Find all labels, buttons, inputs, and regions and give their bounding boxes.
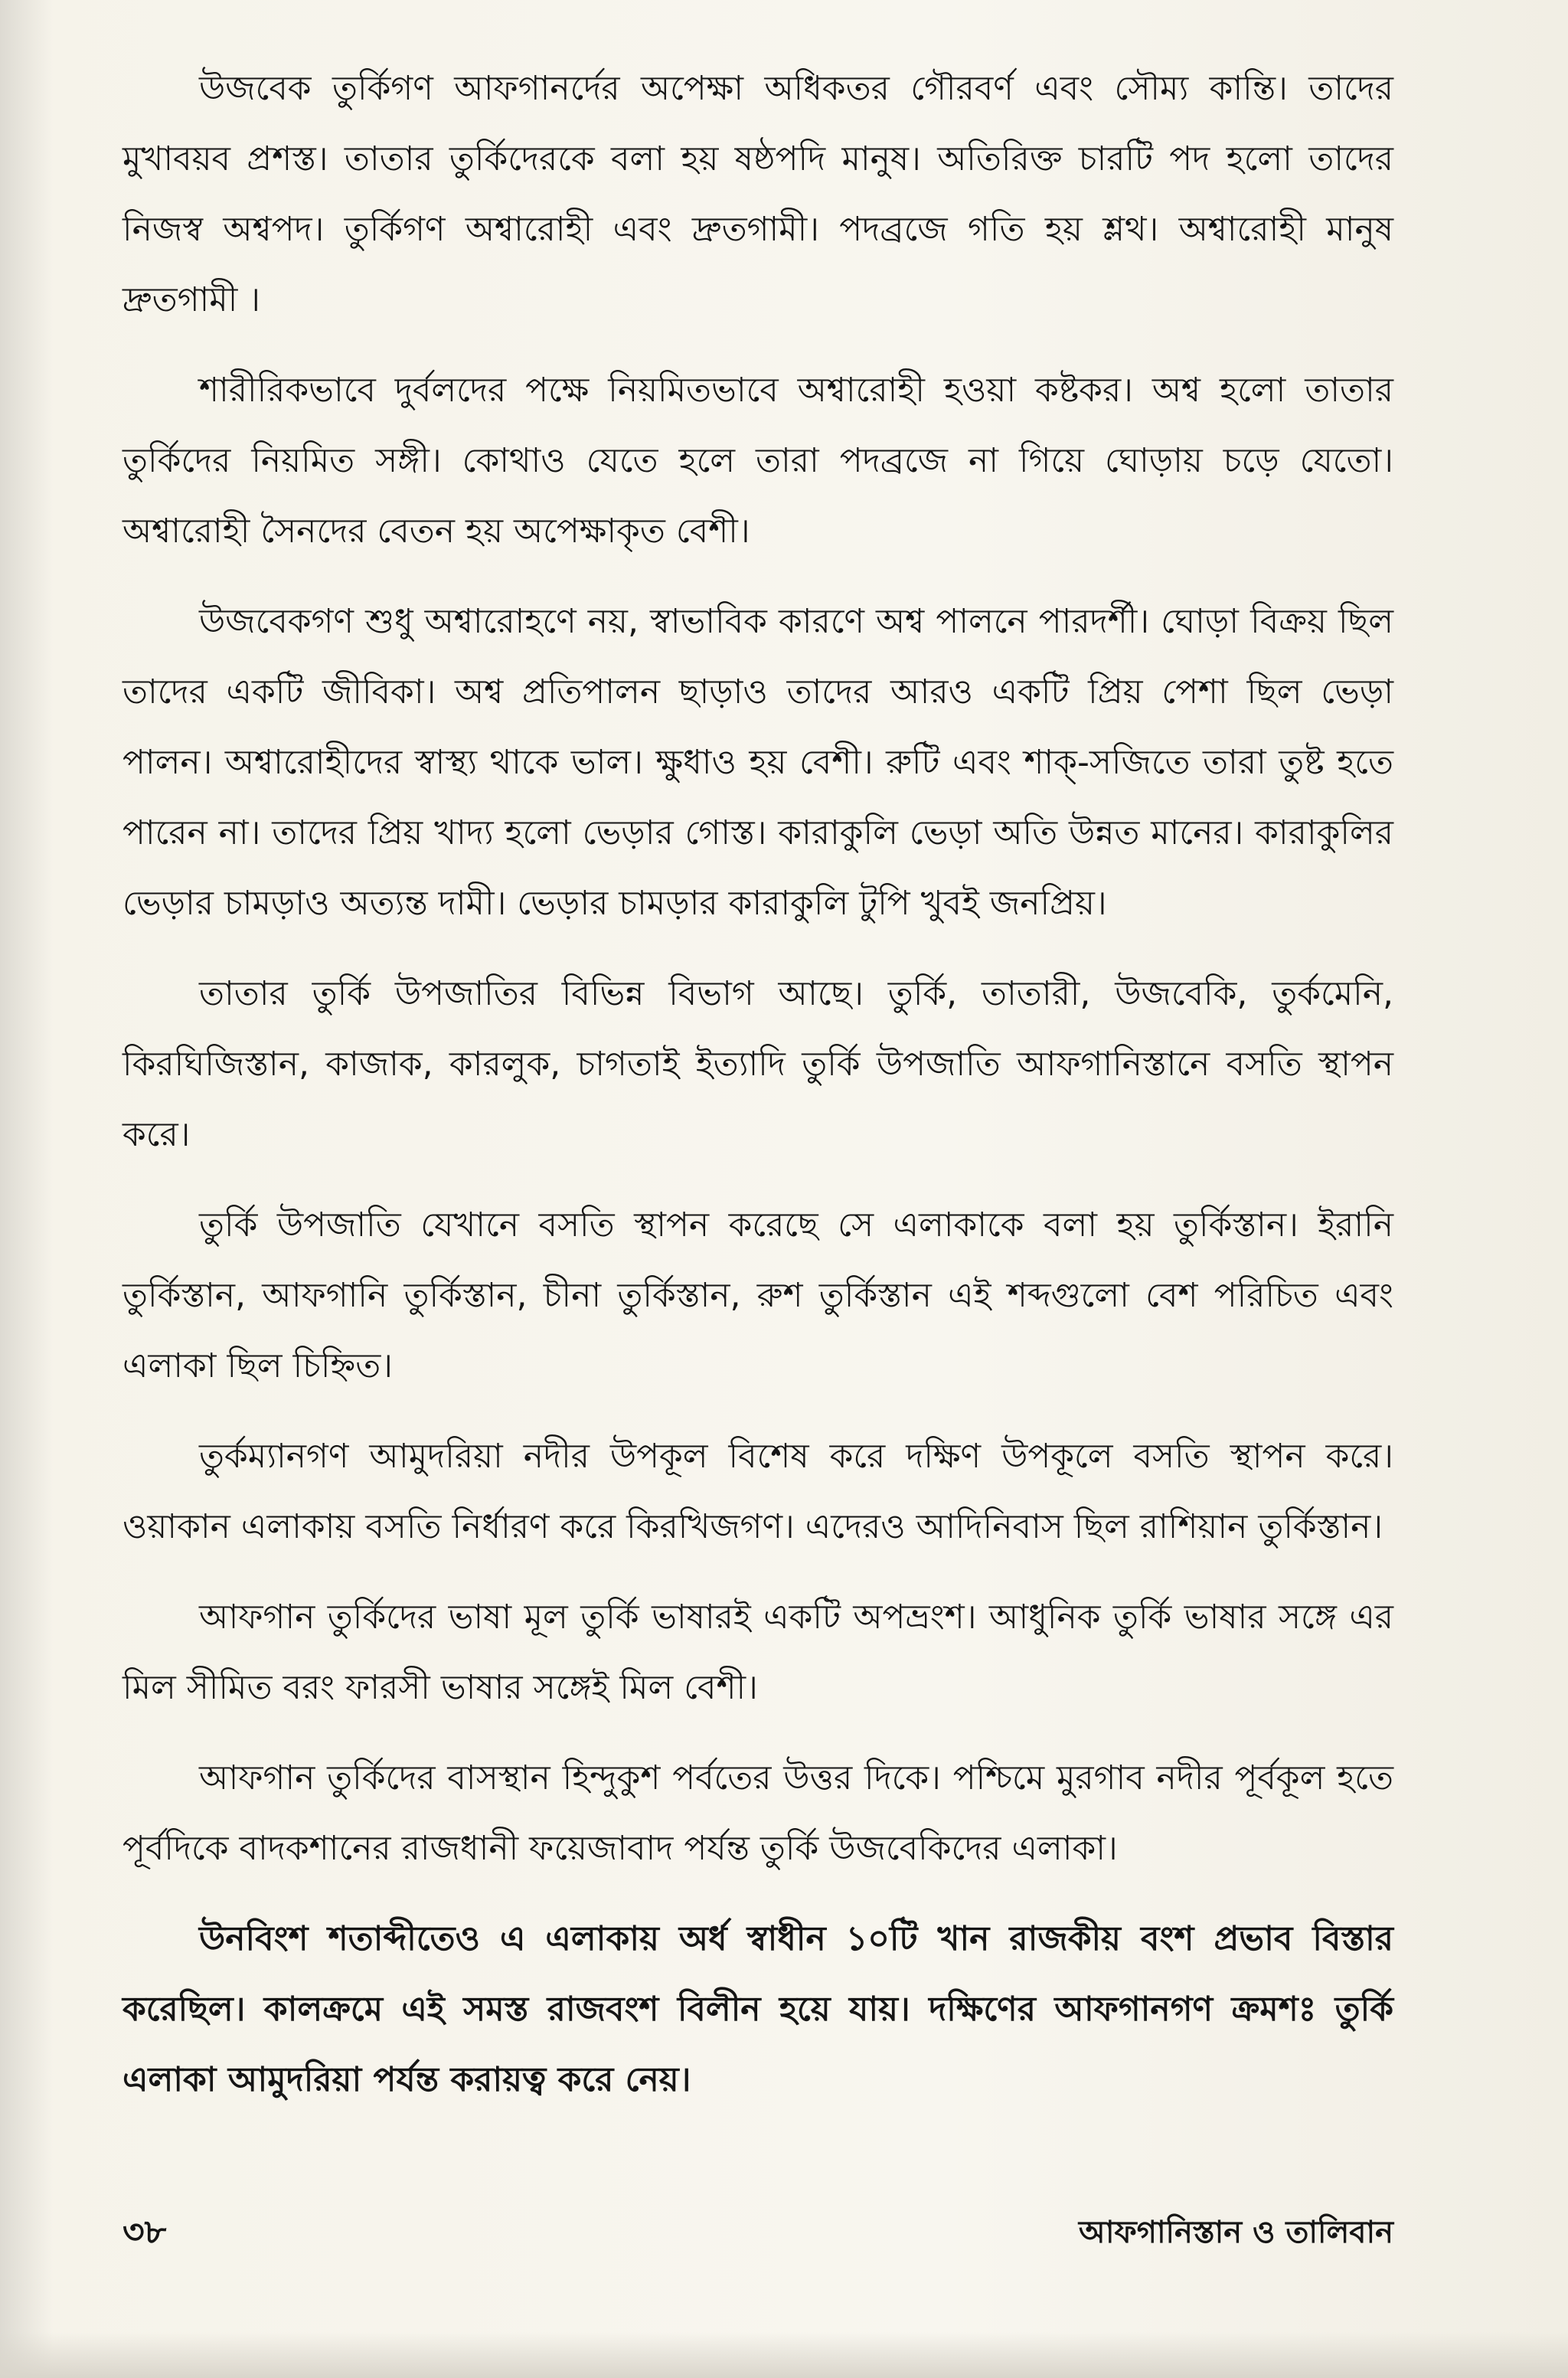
paragraph-1: উজবেক তুর্কিগণ আফগানর্দের অপেক্ষা অধিকতর গৌরবর্ণ এবং সৌম্য কান্তি। তাদের মুখাবয়ব প্রশস্ত। তাতার তুর্কিদেরকে বলা হয় ষষ্ঠপদি মানুষ। অতিরিক্ত চারটি পদ হলো তাদের নিজস্ব অশ্বপদ। তুর্কিগণ অশ্বারোহী এবং দ্রুতগামী। পদব্রজে গতি হয় শ্লথ। অশ্বারোহী মানুষ দ্রুতগামী । [122, 69, 1393, 319]
paragraph-8: আফগান তুর্কিদের বাসস্থান হিন্দুকুশ পর্বতের উত্তর দিকে। পশ্চিমে মুরগাব নদীর পূর্বকূল হতে পূর্বদিকে বাদকশানের রাজধানী ফয়েজাবাদ পর্যন্ত তুর্কি উজবেকিদের এলাকা। [122, 1758, 1393, 1868]
paragraph-9: উনবিংশ শতাব্দীতেও এ এলাকায় অর্ধ স্বাধীন ১০টি খান রাজকীয় বংশ প্রভাব বিস্তার করেছিল। কালক্রমে এই সমস্ত রাজবংশ বিলীন হয়ে যায়। দক্ষিণের আফগানগণ ক্রমশঃ তুর্কি এলাকা আমুদরিয়া পর্যন্ত করায়ত্ব করে নেয়। [122, 1919, 1393, 2099]
paragraph-6: তুর্কম্যানগণ আমুদরিয়া নদীর উপকূল বিশেষ করে দক্ষিণ উপকূলে বসতি স্থাপন করে। ওয়াকান এলাকায় বসতি নির্ধারণ করে কিরখিজগণ। এদেরও আদিনিবাস ছিল রাশিয়ান তুর্কিস্তান। [122, 1437, 1393, 1546]
page-footer [122, 2206, 1393, 2259]
body-text [122, 54, 1393, 2135]
paragraph-3: উজবেকগণ শুধু অশ্বারোহণে নয়, স্বাভাবিক কারণে অশ্ব পালনে পারদর্শী। ঘোড়া বিক্রয় ছিল তাদের একটি জীবিকা। অশ্ব প্রতিপালন ছাড়াও তাদের আরও একটি প্রিয় পেশা ছিল ভেড়া পালন। অশ্বারোহীদের স্বাস্থ্য থাকে ভাল। ক্ষুধাও হয় বেশী। রুটি এবং শাক্-সজিতে তারা তুষ্ট হতে পারেন না। তাদের প্রিয় খাদ্য হলো ভেড়ার গোস্ত। কারাকুলি ভেড়া অতি উন্নত মানের। কারাকুলির ভেড়ার চামড়াও অত্যন্ত দামী। ভেড়ার চামড়ার কারাকুলি টুপি খুবই জনপ্রিয়। [122, 602, 1393, 923]
paragraph-4: তাতার তুর্কি উপজাতির বিভিন্ন বিভাগ আছে। তুর্কি, তাতারী, উজবেকি, তুর্কমেনি, কিরঘিজিস্তান, কাজাক, কারলুক, চাগতাই ইত্যাদি তুর্কি উপজাতি আফগানিস্তানে বসতি স্থাপন করে। [122, 974, 1393, 1154]
page-bottom-edge [0, 2332, 1568, 2378]
paragraph-7: আফগান তুর্কিদের ভাষা মূল তুর্কি ভাষারই একটি অপভ্রংশ। আধুনিক তুর্কি ভাষার সঙ্গে এর মিল সীমিত বরং ফারসী ভাষার সঙ্গেই মিল বেশী। [122, 1598, 1393, 1707]
paragraph-5: তুর্কি উপজাতি যেখানে বসতি স্থাপন করেছে সে এলাকাকে বলা হয় তুর্কিস্তান। ইরানি তুর্কিস্তান, আফগানি তুর্কিস্তান, চীনা তুর্কিস্তান, রুশ তুর্কিস্তান এই শব্দগুলো বেশ পরিচিত এবং এলাকা ছিল চিহ্নিত। [122, 1205, 1393, 1385]
paragraph-2: শারীরিকভাবে দুর্বলদের পক্ষে নিয়মিতভাবে অশ্বারোহী হওয়া কষ্টকর। অশ্ব হলো তাতার তুর্কিদের নিয়মিত সঙ্গী। কোথাও যেতে হলে তারা পদব্রজে না গিয়ে ঘোড়ায় চড়ে যেতো। অশ্বারোহী সৈনদের বেতন হয় অপেক্ষাকৃত বেশী। [122, 371, 1393, 551]
spine-shadow [0, 0, 54, 2378]
page-number: ৩৮ [122, 2213, 167, 2252]
running-book-title: আফগানিস্তান ও তালিবান [1078, 2215, 1393, 2250]
